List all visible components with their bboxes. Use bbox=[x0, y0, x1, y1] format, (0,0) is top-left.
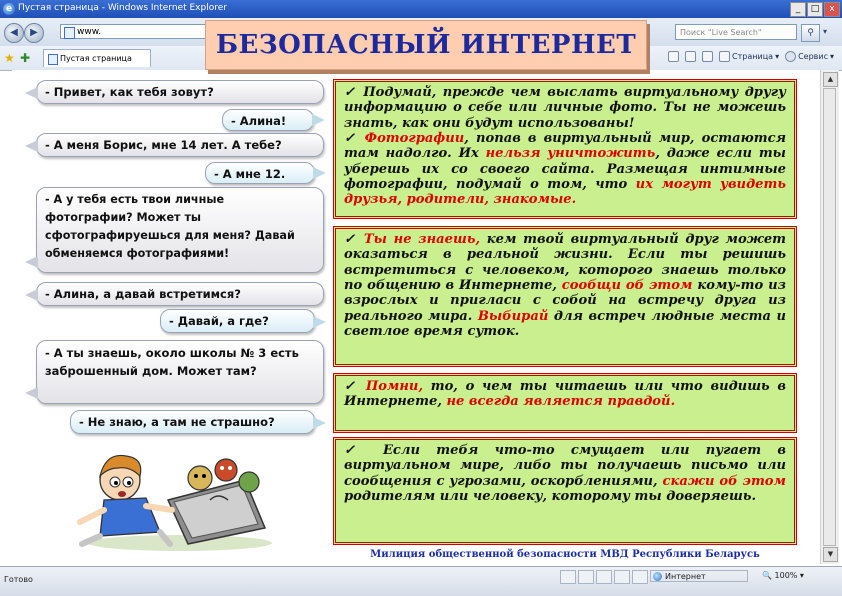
tip-box bbox=[333, 437, 797, 545]
address-input[interactable] bbox=[60, 24, 208, 39]
window-title: Пустая страница - Windows Internet Explorer bbox=[18, 3, 227, 13]
status-cell bbox=[596, 570, 612, 584]
security-zone[interactable] bbox=[650, 570, 748, 582]
scroll-thumb[interactable] bbox=[823, 88, 836, 546]
status-bar bbox=[0, 566, 842, 596]
home-icon bbox=[668, 51, 679, 62]
tip-text: для встреч людные места и светлое время суток. bbox=[344, 308, 786, 339]
tab-label: Пустая страница bbox=[60, 54, 132, 63]
print-icon bbox=[702, 51, 713, 62]
chat-message: - А меня Борис, мне 14 лет. А тебе? bbox=[36, 133, 324, 157]
status-cells bbox=[560, 570, 648, 584]
zoom-value: 100% bbox=[774, 571, 798, 580]
tip-text: то, о чем ты читаешь или что видишь в Интернете, bbox=[344, 379, 787, 410]
highlight-text: Фотографии bbox=[364, 130, 465, 146]
child-body-icon bbox=[100, 498, 160, 536]
tip-paragraph bbox=[344, 131, 786, 208]
maximize-button[interactable]: □ bbox=[807, 2, 823, 17]
status-cell bbox=[578, 570, 594, 584]
tip-box bbox=[333, 226, 797, 367]
status-cell bbox=[614, 570, 630, 584]
footer-credit: Милиция общественной безопасности МВД Республики Беларусь bbox=[370, 549, 760, 560]
tip-text: , попав в виртуальный мир, остаются там надолго. Их bbox=[344, 130, 787, 162]
tip-text: кем твой виртуальный друг может оказаться в реальной жизни. Если ты решишь встретиться с человеком, которого знаешь только по общению в Интернете, bbox=[344, 232, 787, 293]
chat-message: - Привет, как тебя зовут? bbox=[36, 80, 324, 104]
print-button[interactable] bbox=[702, 51, 713, 62]
close-button[interactable]: x bbox=[824, 2, 840, 17]
highlight-text: Выбирай bbox=[477, 308, 549, 324]
minimize-button[interactable]: _ bbox=[790, 2, 806, 17]
gear-icon bbox=[785, 51, 796, 62]
feeds-button[interactable] bbox=[685, 51, 696, 62]
ie-logo-icon: e bbox=[3, 3, 15, 15]
highlight-text: их могут увидеть друзья, родители, знакомые. bbox=[344, 176, 786, 208]
page-icon bbox=[719, 51, 730, 62]
monster-icon bbox=[188, 466, 212, 490]
tip-paragraph bbox=[344, 443, 786, 504]
search-input[interactable]: Поиск "Live Search" bbox=[675, 24, 797, 40]
favorites-star-icon[interactable]: ★ bbox=[4, 51, 15, 65]
address-value: www. bbox=[77, 27, 102, 37]
chat-message: - Алина! bbox=[222, 109, 314, 131]
chat-message: - Не знаю, а там не страшно? bbox=[70, 410, 315, 434]
scroll-down-icon[interactable]: ▼ bbox=[823, 547, 838, 562]
highlight-text: сообщи об этом bbox=[561, 277, 693, 293]
tip-text: ✓ Если тебя что-то смущает или пугает в виртуальном мире, либо ты получаешь письмо или сообщения с угрозами, оскорблениями, bbox=[344, 443, 786, 489]
tip-text: ✓ bbox=[344, 130, 365, 146]
tip-text: , даже если ты уберешь их со своего сайта. Размещая интимные фотографии, подумай о том, что bbox=[344, 146, 787, 192]
tip-paragraph bbox=[344, 85, 786, 131]
highlight-text: Ты не знаешь, bbox=[363, 232, 481, 247]
chat-message: - Давай, а где? bbox=[160, 309, 315, 333]
page-icon bbox=[48, 54, 58, 65]
ground-shadow bbox=[88, 535, 272, 551]
home-button[interactable] bbox=[668, 51, 679, 62]
chat-message: - А ты знаешь, около школы № 3 есть заброшенный дом. Может там? bbox=[36, 340, 324, 404]
tip-text: родителям или человеку, которому ты доверяешь. bbox=[344, 488, 757, 504]
tip-box bbox=[333, 79, 797, 219]
search-icon[interactable]: ⚲ bbox=[801, 24, 820, 42]
tools-menu-label: Сервис bbox=[798, 52, 828, 61]
child-at-computer-illustration bbox=[60, 440, 280, 552]
forward-button[interactable]: ▶ bbox=[24, 23, 44, 43]
monster-icon bbox=[239, 472, 259, 492]
tip-paragraph bbox=[344, 379, 786, 410]
tab-current-page[interactable] bbox=[43, 49, 151, 67]
vertical-scrollbar[interactable] bbox=[820, 70, 839, 564]
zoom-control[interactable]: 🔍 100% ▾ bbox=[762, 571, 804, 580]
globe-icon bbox=[653, 572, 662, 581]
tip-text: кому-то из взрослых и пригласи с собой на встречу друга из реального мира. bbox=[344, 277, 787, 324]
tip-text: ✓ bbox=[344, 379, 366, 394]
monster-icon bbox=[215, 459, 237, 481]
status-cell bbox=[632, 570, 648, 584]
page-title: БЕЗОПАСНЫЙ ИНТЕРНЕТ bbox=[205, 20, 647, 70]
highlight-text: не всегда является правдой. bbox=[446, 394, 676, 410]
tip-box bbox=[333, 373, 797, 433]
tip-text: ✓ Подумай, прежде чем выслать виртуальному другу информацию о себе или личные фото. Ты не можешь знать, как они будут использованы! bbox=[344, 85, 786, 131]
window-titlebar bbox=[0, 0, 842, 18]
status-cell bbox=[560, 570, 576, 584]
chat-message: - А мне 12. bbox=[205, 162, 315, 184]
feeds-icon bbox=[685, 51, 696, 62]
page-icon bbox=[64, 27, 75, 39]
window-controls bbox=[790, 2, 840, 17]
chat-message: - Алина, а давай встретимся? bbox=[36, 282, 324, 306]
highlight-text: Помни, bbox=[365, 379, 424, 394]
add-favorite-icon[interactable]: ✚ bbox=[20, 51, 31, 65]
tip-paragraph bbox=[344, 232, 786, 339]
command-bar bbox=[668, 51, 834, 62]
search-dropdown-icon[interactable]: ▾ bbox=[822, 27, 827, 36]
back-button[interactable]: ◀ bbox=[4, 23, 24, 43]
page-menu-button[interactable]: Страница ▾ bbox=[719, 51, 779, 62]
highlight-text: скажи об этом bbox=[662, 473, 786, 489]
scroll-up-icon[interactable]: ▲ bbox=[823, 72, 838, 87]
tools-menu-button[interactable]: Сервис ▾ bbox=[785, 51, 834, 62]
page-menu-label: Страница bbox=[732, 52, 774, 61]
zone-label: Интернет bbox=[665, 572, 706, 581]
chat-message: - А у тебя есть твои личные фотографии? Может ты сфотографируешься для меня? Давай обменяемся фотографиями! bbox=[36, 187, 324, 273]
status-text: Готово bbox=[4, 575, 33, 584]
highlight-text: нельзя уничтожить bbox=[485, 146, 656, 162]
tip-text: ✓ bbox=[344, 232, 364, 247]
